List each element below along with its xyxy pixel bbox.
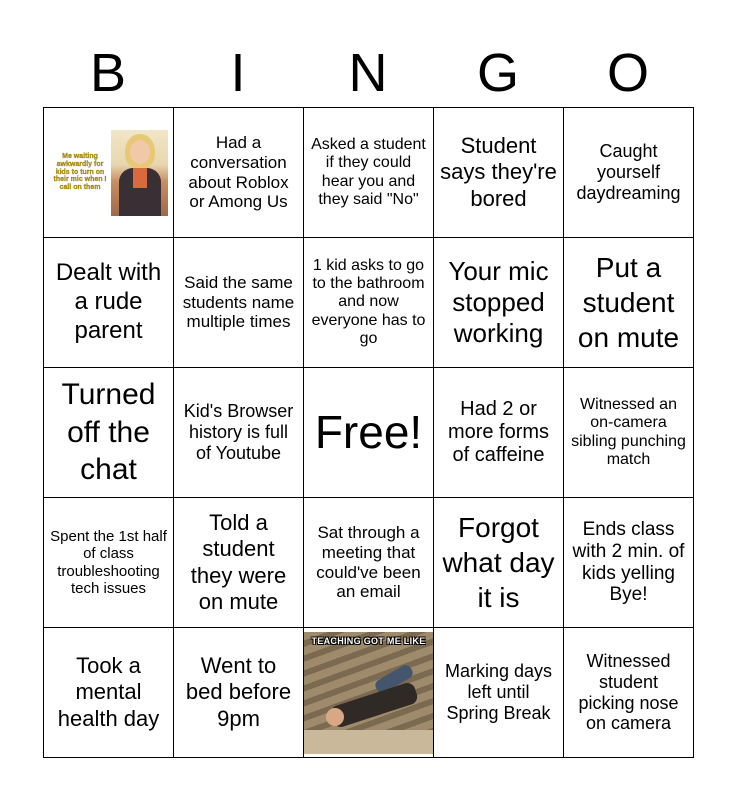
bingo-cell-r3c2[interactable]: Kid's Browser history is full of Youtube	[174, 368, 304, 498]
bingo-cell-r2c5[interactable]: Put a student on mute	[564, 238, 694, 368]
bingo-cell-r5c5[interactable]: Witnessed student picking nose on camera	[564, 628, 694, 758]
teaching-meme-image	[304, 632, 433, 754]
bingo-header	[43, 40, 693, 106]
bingo-cell-r2c4[interactable]: Your mic stopped working	[434, 238, 564, 368]
header-letter-g: G	[476, 43, 519, 103]
meme-caption: Me waiting awkwardly for kids to turn on their mic when I call on them	[53, 153, 107, 192]
bingo-cell-r3c5[interactable]: Witnessed an on-camera sibling punching match	[564, 368, 694, 498]
bingo-cell-r4c1[interactable]: Spent the 1st half of class troubleshooting tech issues	[44, 498, 174, 628]
header-letter-i: I	[230, 43, 246, 103]
bingo-cell-r5c2[interactable]: Went to bed before 9pm	[174, 628, 304, 758]
bingo-cell-r5c3[interactable]	[304, 628, 434, 758]
bingo-cell-r4c2[interactable]: Told a student they were on mute	[174, 498, 304, 628]
bingo-cell-r1c4[interactable]: Student says they're bored	[434, 108, 564, 238]
bingo-cell-r1c3[interactable]: Asked a student if they could hear you and they said "No"	[304, 108, 434, 238]
meme-caption: TEACHING GOT ME LIKE	[311, 635, 426, 646]
bingo-cell-r1c2[interactable]: Had a conversation about Roblox or Among Us	[174, 108, 304, 238]
bingo-cell-free[interactable]: Free!	[304, 368, 434, 498]
header-letter-o: O	[606, 43, 649, 103]
bingo-cell-r2c2[interactable]: Said the same students name multiple times	[174, 238, 304, 368]
bingo-cell-r5c1[interactable]: Took a mental health day	[44, 628, 174, 758]
bingo-cell-r2c3[interactable]: 1 kid asks to go to the bathroom and now everyone has to go	[304, 238, 434, 368]
bingo-cell-r5c4[interactable]: Marking days left until Spring Break	[434, 628, 564, 758]
bingo-cell-r2c1[interactable]: Dealt with a rude parent	[44, 238, 174, 368]
woman-photo	[111, 130, 168, 216]
bingo-cell-r3c4[interactable]: Had 2 or more forms of caffeine	[434, 368, 564, 498]
bingo-cell-r1c1[interactable]	[44, 108, 174, 238]
bingo-cell-r1c5[interactable]: Caught yourself daydreaming	[564, 108, 694, 238]
awkward-waiting-meme-image	[50, 130, 168, 216]
bingo-cell-r4c5[interactable]: Ends class with 2 min. of kids yelling Bye!	[564, 498, 694, 628]
header-letter-b: B	[89, 43, 127, 103]
bingo-cell-r4c3[interactable]: Sat through a meeting that could've been an email	[304, 498, 434, 628]
bingo-board	[43, 107, 694, 758]
bingo-cell-r4c4[interactable]: Forgot what day it is	[434, 498, 564, 628]
bingo-cell-r3c1[interactable]: Turned off the chat	[44, 368, 174, 498]
header-letter-n: N	[348, 43, 388, 103]
